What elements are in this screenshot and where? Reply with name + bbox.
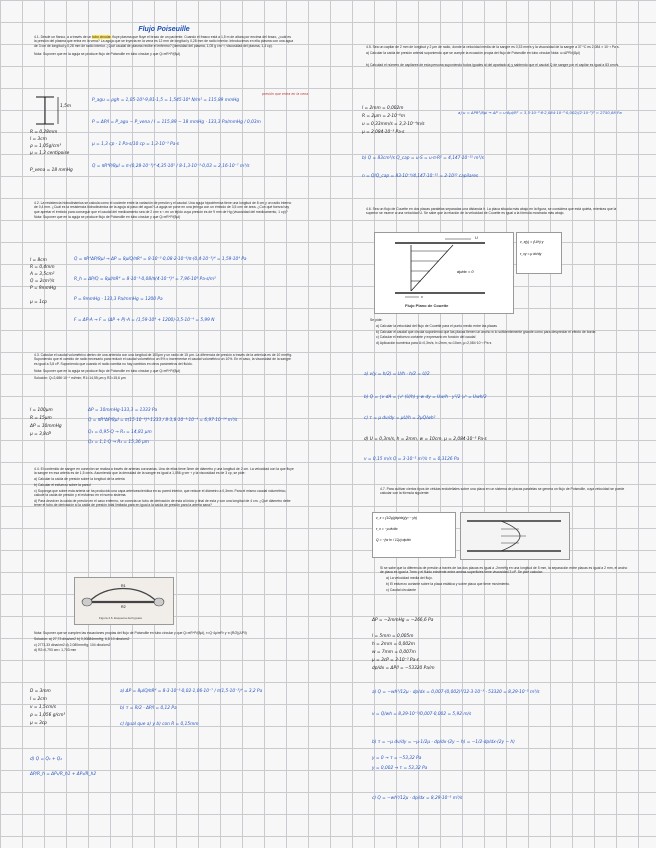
couette-velocity-label: U <box>475 235 478 240</box>
p47-line: c) Q = −wh³/12μ · dp/dx = 8,29·10⁻⁵ m³/s <box>372 796 463 801</box>
p41-given: μ = 1,3 centipoise <box>30 151 70 156</box>
problem-4-1-statement: 4.1. Desde un flanco, a a través de un tubo circular, fluye plasma que fluye el brazo de un paciente. Cuando el frasco está a 1,5 m de altura por encima del brazo, ¿cuál es la presión del plasma que entra en la vena? La aguja que se inyecta en la vena es 12 mm de longitud y 0,28 mm de radio interior. Introducimos en ella plasma con una agua de 3 cm de longitud y 0,28 mm de radio interior. ¿Qué caudal de plasma recibe el enfermo? (densidad del plasma, 1,05 g cm⁻³; viscosidad del plasma, 1,3 cp). <box>34 35 294 48</box>
problem-4-2-note: Nota: Suponer que en la aguja se produce flujo de Poiseuille en tubo circular y que Q=πR⁴P/(8μl) <box>34 215 181 220</box>
p44-line: c) Igual que a) y b) con R = 0,15mm <box>120 722 199 727</box>
p45-given: u = 0,33mm/s = 3,3·10⁻⁴m/s <box>362 122 425 127</box>
problem-4-6-prompt: Se pide: <box>370 318 383 322</box>
p47-given: h = 2mm = 0,002m <box>372 642 415 647</box>
p41-given: P_vena = 18 mmHg <box>30 168 73 173</box>
p44-line: d) Q = Q₁ + Q₂ <box>30 757 63 762</box>
p44-given: μ = 3cp <box>30 721 47 726</box>
sheet-title: Flujo Poiseuille <box>138 26 190 33</box>
problem-4-4-item: c) Suponga que sobre esta arteria se ha producido una capa arterioesclerótica en su pared interior, que reduce el diámetro a 0,3mm. Para el mismo caudal volumétrico, calcule la caída de presión y el esfuerzo en el nuevo sistema. <box>34 488 287 497</box>
problem-4-7-item: a) La velocidad media del flujo. <box>386 576 433 581</box>
couette-caption: Flujo Plano de Couette <box>405 303 449 308</box>
problem-4-6-item: b) Calcular el caudal que circula suponiendo que las placas tienen un ancho w lo suficientemente grande como para despreciar el efecto de borde. <box>376 329 597 334</box>
couette-gradient-label: dp/dx = 0 <box>457 269 474 274</box>
problem-4-1 <box>34 35 294 58</box>
p47-given: μ = 3cP = 3·10⁻³ Pa·s <box>372 658 419 663</box>
p43-given: R = 15μm <box>30 416 52 421</box>
poiseuille-flow-formula: Q = −(w h³ / 12μ) dp/dx <box>376 538 411 542</box>
p41-vein-annotation: presión que entra en la vena <box>262 92 309 96</box>
couette-stress-formula: τ_xy = μ dv/dy <box>520 252 542 256</box>
problem-4-7-extra: Si se sabe que la diferencia de presión a través de las dos placas es igual a -2mmHg en una longitud de 5 mm, la separación entre placas es igual a 2 mm, el ancho de placa es igual a 7mm y el fluido existente entre ambas superficies tiene viscosidad 3 cP. Se pide calcular: <box>380 566 628 575</box>
problem-4-4-item: b) Calcular el esfuerzo sobre la pared <box>34 482 91 487</box>
p45-given: l = 2mm = 0,002m <box>362 106 404 111</box>
problem-4-7-item: c) Caudal circulante <box>386 587 416 592</box>
p43-line: Q₁ = 0,95·Q → R₁ = 14,81 μm <box>88 430 152 435</box>
p41-flow-line: Q = πR⁴P/8μl = π·(0,28·10⁻³)⁴·4,35·10⁵ / 8·1,3·10⁻³·0,03 = 2,16·10⁻⁷ m³/s <box>92 164 250 169</box>
p44-given: l = 2cm <box>30 697 47 702</box>
bypass-label-r1: R1 <box>121 584 126 588</box>
p47-line: b) τ = −μ dv/dy = −μ·1/2μ · dp/dx·(2y − h) = −1/2·dp/dx·(2y − h) <box>372 740 515 745</box>
problem-4-4-statement: 4.4. El contenido de sangre en conexión se realiza a través de arterias coronarias. Una de ellas tiene 3mm de diámetro y una longitud de 2 cm. La velocidad con la que fluye la sangre en esa arteria es de 1,5 cm/s. Asumiendo que la densidad de la sangre es igual a 1,056 g·cm⁻³ y la viscosidad es de 3 cp, se pide: <box>34 467 294 476</box>
p44-given: D = 3mm <box>30 689 51 694</box>
problem-4-6-item: d) Aplicación numérica para U=0,3m/s, h=2mm, w=10cm, μ=2,084·10⁻³ Pa·s <box>376 341 492 346</box>
p42-given: P = 9mmHg <box>30 286 56 291</box>
p47-given: l = 5mm = 0,005m <box>372 634 414 639</box>
p41-given: l = 3cm <box>30 137 47 142</box>
bypass-caption: Figura 4.6. Esquema del bypass <box>99 616 143 620</box>
p47-given: ΔP = −2mmHg = −266,6 Pa <box>372 618 434 623</box>
p42-given: A = 3,5cm² <box>30 272 55 277</box>
problem-4-7-statement: 4.7. Para cultivar ciertos tipos de células endoteliales sobre una placa en un sistema de placas paralelas se genera un flujo de Poiseuille, cuya velocidad se puede calcular con la fórmula siguiente: <box>380 487 625 496</box>
problem-4-1-note: Nota: Suponer que en la aguja se produce flujo de Poiseuille en tubo circular y que Q=πR⁴P/(8μl) <box>34 51 181 56</box>
problem-4-5 <box>366 45 628 69</box>
couette-figure <box>374 232 514 314</box>
problem-4-6-statement: 4.6. Sea un flujo de Couette en dos placas paralelas separadas una distancia h. La placa situada más abajo en la figura, se considera que está quieta, mientras que la superior se mueve a una velocidad U. Se sabe que la relación de la velocidad de Couette es igual a la fórmula mostrada más abajo. <box>366 207 617 216</box>
problem-4-2 <box>34 201 294 221</box>
p42-given: R = 0,4mm <box>30 265 55 270</box>
couette-formulas <box>516 232 562 274</box>
p43-given: μ = 3,8cP <box>30 432 51 437</box>
bypass-label-r2: R2 <box>121 605 126 609</box>
problem-4-3-statement: 4.3. Calcular el caudal volumétrico dentro de una arteriola con una longitud de 100μm y un radio de 15 μm. La diferencia de presión a través de la arteriola es de 10 mmHg. Suponiendo que el cambio de radio necesario para reducir el caudal volumétrico un 5% o incrementar el caudal volumétrico un 10%. En el caso, la viscosidad de la sangre es igual a 3,8 cP. Suponiendo que cuando el radio cambia no hay cambios en otros parámetros del fluido. <box>34 353 293 366</box>
p42-given: μ = 1cp <box>30 300 47 305</box>
p41-gradient-line: P = ΔP/l = P_agu − P_vena / l = 115,89 − 18 mmHg · 133,3 Pa/mmHg / 0,03m <box>92 120 261 125</box>
p44-line: ΔP/R_h = ΔP₁/R_h1 + ΔP₂/R_h2 <box>30 772 97 777</box>
p45-given: R = 2μm = 2·10⁻⁶m <box>362 114 406 119</box>
problem-4-6-items <box>370 318 628 347</box>
problem-4-5-item: b) Calculad el número de capilares de esta persona suponiendo todos iguales al del apartado a) y sabiendo que el caudal Q de sangre por el capilar es igual a 83 cm³/s. <box>366 63 620 68</box>
problem-4-4-solution-line: d) R2=0,793 cm= 1,703 mm <box>34 648 77 653</box>
p42-line: Q = πR⁴ΔP/8μl → ΔP = 8μlQ/πR⁴ = 8·10⁻³·0,08·2·10⁻⁶/π·(0,4·10⁻³)⁴ = 1,59·10⁴ Pa <box>74 257 247 262</box>
p45-line: b) Q = 83cm³/s Q_cap = u·S = u·π·R² = 4,147·10⁻¹⁵ m³/s <box>362 156 484 161</box>
p46-line: c) τ = μ dv/dy = μU/h = 2μQ/wh² <box>364 416 436 421</box>
p43-given: ΔP = 10mmHg <box>30 424 62 429</box>
p45-line: n = Q/Q_cap = 83·10⁻⁶/4,147·10⁻¹⁵ = 2·10¹⁰ capilares <box>362 174 479 179</box>
p43-line: Q = πR⁴ΔP/8μl = π(15·10⁻⁶)⁴·1333 / 8·3,8·10⁻³·10⁻⁴ = 6,97·10⁻¹⁴ m³/s <box>88 418 238 423</box>
problem-4-5-item: a) Calcular la caída de presión arterial suponiendo que se cumple la ecuación propia del flujo de Poiseuille en tubo circular Nota: u=ΔPR²/(8μl) <box>366 50 580 55</box>
p44-given: v = 1,5cm/s <box>30 705 56 710</box>
p41-pressure-line: P_agu = ρgh = 1,05·10³·9,81·1,5 = 1,545·10⁴ N/m² = 115,89 mmHg <box>92 98 240 103</box>
couette-drawing <box>375 233 513 313</box>
p43-line: Q₂ = 1,1·Q → R₂ = 15,36 μm <box>88 440 149 445</box>
problem-4-7-item: b) El esfuerzo cortante sobre la placa estática y sobre placa que tiene movimiento. <box>386 581 511 586</box>
p44-line: a) ΔP = 8μlQ/πR⁴ = 8·3·10⁻³·0,02·1,06·10⁻⁷ / π(1,5·10⁻³)⁴ = 3,2 Pa <box>120 689 263 694</box>
p46-line: a) v(y = h/2) = U/h · h/2 = U/2 <box>364 372 430 377</box>
p41-viscosity-line: μ = 1,3 cp · 1 Pa·s/10 cp = 1,3·10⁻³ Pa·s <box>92 142 179 147</box>
p46-line: d) U = 0,3m/s, h = 2mm, w = 10cm, μ = 2,084·10⁻³ Pa·s <box>364 437 487 442</box>
p45-given: μ = 2,084·10⁻³ Pa·s <box>362 130 405 135</box>
problem-4-7-details <box>380 566 628 593</box>
poiseuille-stress-formula: τ_x = −μ dv/dx <box>376 527 398 531</box>
highlighted-phrase: tubo circular <box>92 35 111 39</box>
p41-given: R = 0,28mm <box>30 130 58 135</box>
p42-given: Q = 2cm³/s <box>30 279 55 284</box>
p44-line: b) τ = R/2 · ΔP/l = 0,12 Pa <box>120 706 177 711</box>
poiseuille-profile-figure <box>460 512 570 560</box>
needle-height-diagram <box>30 94 72 128</box>
diagram-height-label: 1,5m <box>60 104 72 109</box>
problem-4-4-footer <box>34 631 294 654</box>
problem-4-4-note: Nota: Suponer que se cumplen las ecuaciones propias del flujo de Poiseuille en tubo circular y que Q=πR⁴P/(8μl), τ=Q·4μ/πR³ y τ=(R/2)(ΔP/l) <box>34 631 247 635</box>
p45-line: a) u = ΔPR²/8μl → ΔP = u·8μl/R² = 3,3·10⁻⁴·8·2,084·10⁻³·0,002/(2·10⁻⁶)² = 2750,88 Pa <box>458 110 622 115</box>
problem-4-4-item: d) Para devolver la caída de presión en el caso enfermo, se conecta un tubo de derivación de esta al inicio y final de esta y con una longitud de 4 cm. ¿Qué diámetro debe tener el tubo de derivación si la caída de presión total limitada para en igual a la caída de presión para la arteria sana? <box>34 498 291 508</box>
problem-4-6-item: a) Calcular la velocidad del flujo de Couette para el punto medio entre las placas <box>376 323 498 328</box>
problem-4-2-statement: 4.2. La resistencia hidrodinámica se calcula como el cociente entre la variación de presión y el caudal. Una aguja hipodérmica tiene una longitud de 8 cm y un radio interno de 0,4 mm. ¿Cuál es la resistencia hidrodinámica de la aguja al paso del agua? La aguja se pone en una jeringa con un émbolo de 3,5 cm² de área. ¿Con qué fuerza hay que apretar el émbolo para conseguir que el caudal del medicamento sea de 2 cm³ s⁻¹ en un tejido cuya presión es de 9 mm de Hg (viscosidad del medicamento, 1 cp)? <box>34 201 292 214</box>
p44-given: ρ = 1,056 g/cm³ <box>30 713 66 718</box>
problem-4-3-note: Nota: Suponer que en la aguja se produce flujo de Poiseuille en tubo circular y que Q=πR⁴P/(8μl) <box>34 368 181 373</box>
p46-line: b) Q = ∫v dA = ∫₀ʰ (U/h)·y·w dy = Uw/h · y²/2 |₀ʰ = Uwh/2 <box>364 395 487 400</box>
p46-line: v = 0,15 m/s Q = 3·10⁻⁵ m³/s τ = 0,3126 Pa <box>364 457 460 462</box>
poiseuille-formulas <box>372 512 456 558</box>
p47-line: a) Q = −wh³/12μ · dp/dx = 0,007·(0,002)³/12·3·10⁻³ · 53320 = 8,29·10⁻⁵ m³/s <box>372 690 540 695</box>
p43-line: ΔP = 10mmHg·133,3 = 1333 Pa <box>88 408 158 413</box>
poiseuille-velocity-formula: v_x = (1/2μ)(dp/dx)(y² − yh) <box>376 516 418 520</box>
p42-line: F = ΔP·A → F = (ΔP + P)·A = (1,59·10⁴ + 1200)·3,5·10⁻⁴ = 5,99 N <box>74 318 215 323</box>
couette-axis-label: x <box>421 295 423 299</box>
p47-line: y = 0 → τ = −53,32 Pa <box>372 756 422 761</box>
problem-4-4-item: a) Calcular la caída de presión sobre la longitud de la arteria <box>34 477 125 482</box>
p42-line: R_h = ΔP/Q = 8μl/πR⁴ = 8·10⁻³·0,08/π(4·10⁻⁴)⁴ = 7,96·10⁹ Pa·s/m³ <box>74 277 216 282</box>
problem-4-6-item: c) Calcular el esfuerzo cortante y expresarlo en función del caudal <box>376 335 476 340</box>
problem-4-4-solution-line: Solución: a) 27,73 dina/cm2 b) 0,00884mmHg; 6,8·10 dina/cm2 <box>34 636 130 641</box>
problem-4-4-solution-line: c) 2773,33 dina/cm2 d) 2,080mmHg; 104 dina/cm2 <box>34 642 111 647</box>
bypass-figure <box>74 577 174 625</box>
problem-4-6 <box>366 207 628 217</box>
problem-4-4 <box>34 467 294 509</box>
p47-given: w = 7mm = 0,007m <box>372 650 416 655</box>
p47-line: v = Q/wh = 8,29·10⁻⁵/0,007·0,002 = 5,92 m/s <box>372 712 472 717</box>
problem-4-3 <box>34 353 294 382</box>
poiseuille-profile-drawing <box>461 513 569 559</box>
problem-4-5-statement: 4.5. Sea un capilar de 2 mm de longitud y 2 μm de radio, donde la velocidad media de la sangre es 0,33 mm/s y la viscosidad de la sangre a 37 ºC es 2,084 × 10⁻³ Pa s. <box>366 45 620 49</box>
problem-4-7 <box>380 487 628 497</box>
p47-given: dp/dx = ΔP/l = −53320 Pa/m <box>372 666 435 671</box>
couette-velocity-formula: v_x(y) = (U/h)·y <box>520 240 544 244</box>
p42-line: P = 9mmHg · 133,3 Pa/mmHg = 1200 Pa <box>74 297 163 302</box>
p41-given: ρ = 1,05g/cm³ <box>30 144 62 149</box>
p42-given: l = 8cm <box>30 258 47 263</box>
problem-4-3-solution: Solución: Q=2,686·10⁻⁸ ml/min; R1=14,55 μm y R2=15,6 μm <box>34 376 126 381</box>
p43-given: l = 100μm <box>30 408 53 413</box>
p47-line: y = 0,002 → τ = 53,32 Pa <box>372 766 428 771</box>
